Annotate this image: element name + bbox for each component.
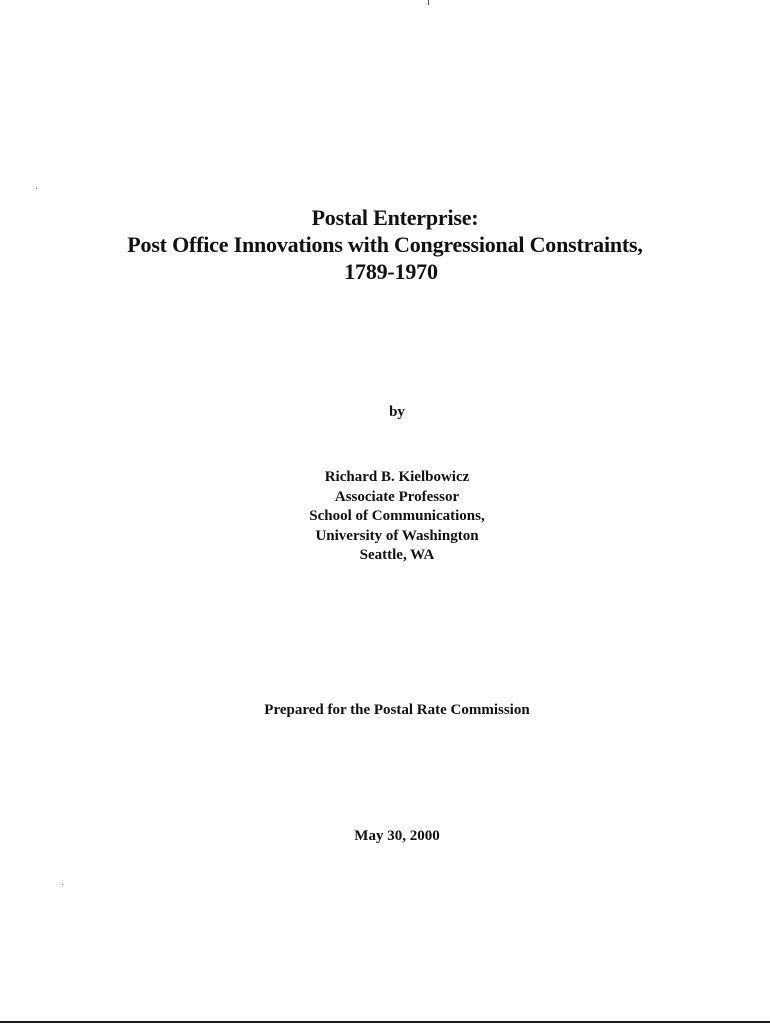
document-date: May 30, 2000 bbox=[354, 828, 440, 844]
title-line-3: 1789-1970 bbox=[344, 259, 438, 284]
scan-artifact-dot bbox=[62, 884, 63, 885]
author-name: Richard B. Kielbowicz bbox=[324, 469, 470, 485]
prepared-for: Prepared for the Postal Rate Commission bbox=[264, 702, 530, 718]
author-location: Seattle, WA bbox=[359, 547, 435, 563]
scan-artifact-tick bbox=[428, 0, 429, 5]
scan-artifact-dot bbox=[36, 188, 37, 189]
author-info bbox=[0, 468, 770, 566]
title-line-1: Postal Enterprise: bbox=[311, 205, 479, 230]
scan-bottom-edge bbox=[0, 1021, 770, 1023]
document-title bbox=[0, 204, 770, 285]
author-university: University of Washington bbox=[315, 527, 479, 544]
author-position: Associate Professor bbox=[334, 488, 460, 505]
by-label: by bbox=[389, 404, 405, 420]
title-line-2: Post Office Innovations with Congressional Constraints, bbox=[127, 232, 643, 257]
author-department: School of Communications, bbox=[309, 508, 485, 524]
